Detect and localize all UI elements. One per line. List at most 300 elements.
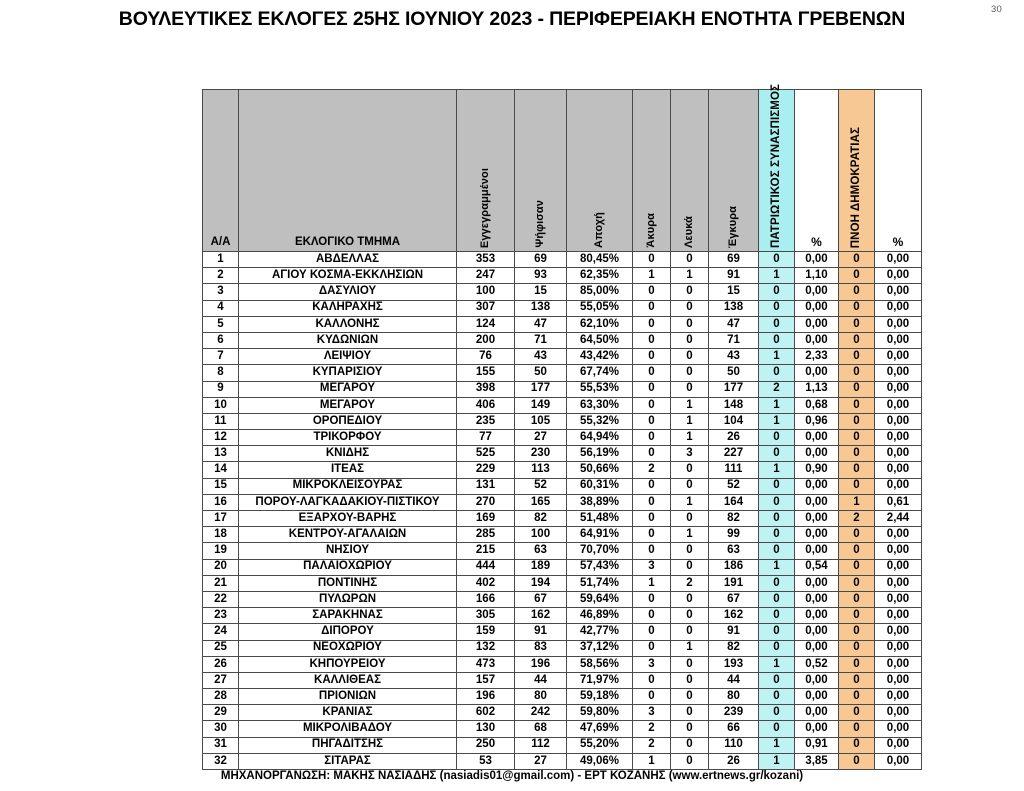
cell-blank: 0 <box>671 705 709 721</box>
cell-abstention: 62,10% <box>567 316 633 332</box>
cell-blank: 0 <box>671 381 709 397</box>
cell-abstention: 38,89% <box>567 494 633 510</box>
cell-voted: 47 <box>515 316 567 332</box>
table-body <box>203 252 922 770</box>
table-row <box>203 559 922 575</box>
table-row <box>203 672 922 688</box>
cell-party2-percent: 0,00 <box>875 640 922 656</box>
cell-name: ΜΙΚΡΟΚΛΕΙΣΟΥΡΑΣ <box>239 478 457 494</box>
cell-blank: 2 <box>671 575 709 591</box>
cell-registered: 398 <box>457 381 515 397</box>
cell-party1-percent: 0,00 <box>795 705 839 721</box>
cell-party1-percent: 0,96 <box>795 413 839 429</box>
table-row <box>203 689 922 705</box>
cell-party1-percent: 0,00 <box>795 608 839 624</box>
cell-abstention: 55,05% <box>567 300 633 316</box>
cell-invalid: 0 <box>633 672 671 688</box>
cell-party2-votes: 0 <box>839 462 875 478</box>
cell-aa: 12 <box>203 430 239 446</box>
cell-party1-votes: 0 <box>759 543 795 559</box>
column-header-party2-percent <box>875 90 922 252</box>
cell-party1-percent: 2,33 <box>795 349 839 365</box>
cell-voted: 91 <box>515 624 567 640</box>
cell-voted: 194 <box>515 575 567 591</box>
cell-party1-votes: 0 <box>759 316 795 332</box>
cell-party2-percent: 0,00 <box>875 332 922 348</box>
cell-name: ΕΞΑΡΧΟΥ-ΒΑΡΗΣ <box>239 511 457 527</box>
cell-aa: 13 <box>203 446 239 462</box>
column-header-party-pnoi-dimokratias <box>839 90 875 252</box>
cell-blank: 0 <box>671 543 709 559</box>
table-row <box>203 381 922 397</box>
cell-party2-percent: 0,00 <box>875 413 922 429</box>
cell-party2-votes: 0 <box>839 559 875 575</box>
cell-party1-votes: 1 <box>759 656 795 672</box>
cell-party2-percent: 0,00 <box>875 559 922 575</box>
cell-blank: 0 <box>671 511 709 527</box>
cell-party1-votes: 0 <box>759 624 795 640</box>
cell-voted: 113 <box>515 462 567 478</box>
cell-name: ΠΑΛΑΙΟΧΩΡΙΟΥ <box>239 559 457 575</box>
cell-registered: 525 <box>457 446 515 462</box>
cell-aa: 32 <box>203 753 239 769</box>
cell-valid: 26 <box>709 430 759 446</box>
cell-name: ΠΟΝΤΙΝΗΣ <box>239 575 457 591</box>
cell-name: ΜΕΓΑΡΟΥ <box>239 381 457 397</box>
cell-party2-votes: 0 <box>839 430 875 446</box>
cell-party1-percent: 0,00 <box>795 430 839 446</box>
cell-abstention: 43,42% <box>567 349 633 365</box>
column-header-invalid <box>633 90 671 252</box>
cell-party2-percent: 0,00 <box>875 672 922 688</box>
cell-blank: 0 <box>671 300 709 316</box>
cell-valid: 227 <box>709 446 759 462</box>
cell-valid: 99 <box>709 527 759 543</box>
cell-party1-votes: 1 <box>759 397 795 413</box>
cell-invalid: 0 <box>633 300 671 316</box>
cell-party1-votes: 0 <box>759 332 795 348</box>
cell-party1-percent: 0,00 <box>795 365 839 381</box>
cell-party1-percent: 0,00 <box>795 527 839 543</box>
cell-party2-votes: 0 <box>839 413 875 429</box>
cell-invalid: 0 <box>633 430 671 446</box>
column-header-voted-label: Ψήφισαν <box>534 200 546 248</box>
cell-invalid: 0 <box>633 624 671 640</box>
cell-invalid: 2 <box>633 462 671 478</box>
column-header-invalid-label: Άκυρα <box>645 213 657 248</box>
cell-abstention: 49,06% <box>567 753 633 769</box>
cell-valid: 193 <box>709 656 759 672</box>
cell-abstention: 58,56% <box>567 656 633 672</box>
table-row <box>203 397 922 413</box>
table-row <box>203 511 922 527</box>
cell-aa: 20 <box>203 559 239 575</box>
cell-party2-votes: 0 <box>839 591 875 607</box>
cell-aa: 29 <box>203 705 239 721</box>
cell-blank: 0 <box>671 462 709 478</box>
cell-aa: 27 <box>203 672 239 688</box>
cell-voted: 165 <box>515 494 567 510</box>
cell-party1-percent: 0,00 <box>795 624 839 640</box>
cell-invalid: 0 <box>633 527 671 543</box>
cell-party1-votes: 0 <box>759 591 795 607</box>
cell-valid: 191 <box>709 575 759 591</box>
cell-invalid: 0 <box>633 640 671 656</box>
cell-valid: 15 <box>709 284 759 300</box>
cell-valid: 148 <box>709 397 759 413</box>
cell-invalid: 1 <box>633 575 671 591</box>
cell-party2-percent: 0,00 <box>875 252 922 268</box>
table-row <box>203 462 922 478</box>
column-header-voted <box>515 90 567 252</box>
cell-party1-percent: 0,68 <box>795 397 839 413</box>
cell-valid: 26 <box>709 753 759 769</box>
table-row <box>203 753 922 769</box>
cell-blank: 0 <box>671 316 709 332</box>
cell-party1-percent: 0,52 <box>795 656 839 672</box>
cell-registered: 124 <box>457 316 515 332</box>
cell-aa: 1 <box>203 252 239 268</box>
cell-registered: 159 <box>457 624 515 640</box>
cell-party1-percent: 0,90 <box>795 462 839 478</box>
cell-invalid: 0 <box>633 494 671 510</box>
column-header-abstention <box>567 90 633 252</box>
cell-voted: 50 <box>515 365 567 381</box>
cell-registered: 235 <box>457 413 515 429</box>
cell-abstention: 51,74% <box>567 575 633 591</box>
cell-voted: 177 <box>515 381 567 397</box>
cell-abstention: 51,48% <box>567 511 633 527</box>
cell-party2-percent: 0,00 <box>875 430 922 446</box>
table-row <box>203 640 922 656</box>
cell-party1-percent: 0,00 <box>795 494 839 510</box>
cell-aa: 30 <box>203 721 239 737</box>
table-row <box>203 332 922 348</box>
cell-valid: 80 <box>709 689 759 705</box>
column-header-registered <box>457 90 515 252</box>
cell-party1-votes: 0 <box>759 608 795 624</box>
cell-party1-votes: 0 <box>759 365 795 381</box>
cell-name: ΠΡΙΟΝΙΩΝ <box>239 689 457 705</box>
table-row <box>203 478 922 494</box>
cell-party2-votes: 0 <box>839 349 875 365</box>
cell-abstention: 42,77% <box>567 624 633 640</box>
election-results-table <box>202 83 922 770</box>
cell-party2-percent: 2,44 <box>875 511 922 527</box>
cell-party1-votes: 0 <box>759 575 795 591</box>
cell-voted: 242 <box>515 705 567 721</box>
cell-aa: 25 <box>203 640 239 656</box>
cell-registered: 130 <box>457 721 515 737</box>
cell-valid: 186 <box>709 559 759 575</box>
cell-voted: 162 <box>515 608 567 624</box>
cell-abstention: 47,69% <box>567 721 633 737</box>
cell-abstention: 55,32% <box>567 413 633 429</box>
cell-registered: 229 <box>457 462 515 478</box>
cell-party1-votes: 0 <box>759 252 795 268</box>
cell-name: ΚΑΛΛΟΝΗΣ <box>239 316 457 332</box>
cell-valid: 138 <box>709 300 759 316</box>
cell-aa: 15 <box>203 478 239 494</box>
cell-registered: 155 <box>457 365 515 381</box>
cell-party1-votes: 0 <box>759 430 795 446</box>
cell-valid: 91 <box>709 624 759 640</box>
cell-voted: 27 <box>515 430 567 446</box>
column-header-party2-percent-label: % <box>892 235 904 249</box>
cell-abstention: 46,89% <box>567 608 633 624</box>
cell-invalid: 0 <box>633 349 671 365</box>
cell-registered: 247 <box>457 268 515 284</box>
table-row <box>203 300 922 316</box>
table-row <box>203 413 922 429</box>
cell-party1-percent: 1,10 <box>795 268 839 284</box>
cell-party2-percent: 0,00 <box>875 381 922 397</box>
cell-voted: 27 <box>515 753 567 769</box>
cell-party2-votes: 0 <box>839 300 875 316</box>
column-header-valid-label: Έγκυρα <box>727 205 739 248</box>
column-header-aa <box>203 90 239 252</box>
cell-blank: 0 <box>671 478 709 494</box>
cell-aa: 26 <box>203 656 239 672</box>
cell-name: ΣΙΤΑΡΑΣ <box>239 753 457 769</box>
cell-party2-votes: 0 <box>839 316 875 332</box>
column-header-invalid-rot <box>633 90 670 248</box>
cell-party2-percent: 0,00 <box>875 575 922 591</box>
cell-aa: 5 <box>203 316 239 332</box>
cell-valid: 104 <box>709 413 759 429</box>
cell-aa: 9 <box>203 381 239 397</box>
cell-blank: 0 <box>671 624 709 640</box>
cell-valid: 66 <box>709 721 759 737</box>
cell-voted: 230 <box>515 446 567 462</box>
cell-party1-percent: 0,00 <box>795 332 839 348</box>
cell-invalid: 0 <box>633 284 671 300</box>
column-header-name-label: ΕΚΛΟΓΙΚΟ ΤΜΗΜΑ <box>294 235 401 248</box>
cell-party2-votes: 0 <box>839 737 875 753</box>
cell-party2-percent: 0,00 <box>875 446 922 462</box>
cell-valid: 110 <box>709 737 759 753</box>
cell-registered: 157 <box>457 672 515 688</box>
cell-blank: 0 <box>671 252 709 268</box>
cell-abstention: 64,50% <box>567 332 633 348</box>
cell-blank: 1 <box>671 268 709 284</box>
cell-party2-percent: 0,00 <box>875 478 922 494</box>
cell-valid: 177 <box>709 381 759 397</box>
cell-name: ΠΥΛΩΡΩΝ <box>239 591 457 607</box>
column-header-blank-label: Λευκά <box>683 216 695 248</box>
cell-voted: 112 <box>515 737 567 753</box>
cell-registered: 602 <box>457 705 515 721</box>
cell-registered: 200 <box>457 332 515 348</box>
cell-party2-percent: 0,00 <box>875 753 922 769</box>
cell-abstention: 71,97% <box>567 672 633 688</box>
cell-blank: 1 <box>671 640 709 656</box>
cell-party2-percent: 0,00 <box>875 705 922 721</box>
cell-name: ΠΟΡΟΥ-ΛΑΓΚΑΔΑΚΙΟΥ-ΠΙΣΤΙΚΟΥ <box>239 494 457 510</box>
cell-party2-votes: 0 <box>839 332 875 348</box>
cell-blank: 0 <box>671 737 709 753</box>
cell-party1-votes: 0 <box>759 721 795 737</box>
table-row <box>203 494 922 510</box>
cell-party2-percent: 0,00 <box>875 591 922 607</box>
cell-abstention: 50,66% <box>567 462 633 478</box>
cell-name: ΚΥΔΩΝΙΩΝ <box>239 332 457 348</box>
cell-blank: 3 <box>671 446 709 462</box>
cell-party1-votes: 1 <box>759 462 795 478</box>
cell-name: ΜΕΓΑΡΟΥ <box>239 397 457 413</box>
cell-voted: 71 <box>515 332 567 348</box>
cell-party2-percent: 0,00 <box>875 624 922 640</box>
cell-voted: 69 <box>515 252 567 268</box>
cell-valid: 47 <box>709 316 759 332</box>
cell-name: ΙΤΕΑΣ <box>239 462 457 478</box>
cell-party1-votes: 0 <box>759 284 795 300</box>
cell-abstention: 67,74% <box>567 365 633 381</box>
cell-abstention: 64,94% <box>567 430 633 446</box>
cell-abstention: 59,18% <box>567 689 633 705</box>
cell-party2-percent: 0,00 <box>875 721 922 737</box>
cell-invalid: 2 <box>633 737 671 753</box>
cell-party2-votes: 0 <box>839 672 875 688</box>
column-header-registered-rot <box>457 90 514 248</box>
column-header-aa-label: Α/Α <box>210 235 231 248</box>
cell-name: ΣΑΡΑΚΗΝΑΣ <box>239 608 457 624</box>
cell-party1-votes: 1 <box>759 268 795 284</box>
table-row <box>203 656 922 672</box>
cell-name: ΠΗΓΑΔΙΤΣΗΣ <box>239 737 457 753</box>
table-header <box>203 83 922 252</box>
column-header-party1-percent <box>795 90 839 252</box>
cell-party2-votes: 0 <box>839 640 875 656</box>
cell-party1-votes: 0 <box>759 672 795 688</box>
table-row <box>203 349 922 365</box>
cell-blank: 0 <box>671 689 709 705</box>
cell-valid: 162 <box>709 608 759 624</box>
cell-abstention: 85,00% <box>567 284 633 300</box>
cell-party2-votes: 1 <box>839 494 875 510</box>
cell-registered: 169 <box>457 511 515 527</box>
column-header-voted-rot <box>515 90 566 248</box>
cell-invalid: 2 <box>633 721 671 737</box>
cell-party2-votes: 0 <box>839 268 875 284</box>
cell-aa: 22 <box>203 591 239 607</box>
cell-valid: 164 <box>709 494 759 510</box>
cell-party1-votes: 0 <box>759 494 795 510</box>
cell-party1-percent: 0,00 <box>795 300 839 316</box>
cell-blank: 0 <box>671 656 709 672</box>
column-header-party1-percent-label: % <box>811 235 822 249</box>
table-row <box>203 575 922 591</box>
cell-party1-percent: 0,00 <box>795 721 839 737</box>
table-header-row <box>203 90 922 252</box>
cell-name: ΚΥΠΑΡΙΣΙΟΥ <box>239 365 457 381</box>
cell-party2-votes: 0 <box>839 527 875 543</box>
cell-aa: 31 <box>203 737 239 753</box>
cell-registered: 131 <box>457 478 515 494</box>
cell-party2-votes: 0 <box>839 446 875 462</box>
cell-party2-percent: 0,00 <box>875 397 922 413</box>
cell-aa: 3 <box>203 284 239 300</box>
cell-party1-votes: 0 <box>759 640 795 656</box>
cell-abstention: 56,19% <box>567 446 633 462</box>
cell-party2-percent: 0,61 <box>875 494 922 510</box>
column-header-valid-rot <box>709 90 758 248</box>
cell-party1-votes: 0 <box>759 300 795 316</box>
cell-party2-percent: 0,00 <box>875 365 922 381</box>
column-header-registered-label: Εγγεγραμμένοι <box>479 167 491 248</box>
cell-party1-votes: 0 <box>759 527 795 543</box>
cell-abstention: 63,30% <box>567 397 633 413</box>
cell-party2-votes: 0 <box>839 284 875 300</box>
cell-invalid: 0 <box>633 252 671 268</box>
cell-party2-votes: 0 <box>839 365 875 381</box>
cell-party1-votes: 1 <box>759 753 795 769</box>
cell-registered: 444 <box>457 559 515 575</box>
cell-registered: 100 <box>457 284 515 300</box>
cell-party1-percent: 0,00 <box>795 478 839 494</box>
cell-party2-votes: 0 <box>839 397 875 413</box>
page-title: ΒΟΥΛΕΥΤΙΚΕΣ ΕΚΛΟΓΕΣ 25ΗΣ ΙΟΥΝΙΟΥ 2023 - ΠΕΡΙΦΕΡΕΙΑΚΗ ΕΝΟΤΗΤΑ ΓΡΕΒΕΝΩΝ <box>118 8 906 30</box>
cell-party1-percent: 0,00 <box>795 316 839 332</box>
cell-party2-percent: 0,00 <box>875 268 922 284</box>
cell-registered: 53 <box>457 753 515 769</box>
cell-voted: 196 <box>515 656 567 672</box>
cell-registered: 285 <box>457 527 515 543</box>
cell-blank: 1 <box>671 397 709 413</box>
cell-name: ΚΗΠΟΥΡΕΙΟΥ <box>239 656 457 672</box>
column-header-party2-label: ΠΝΟΗ ΔΗΜΟΚΡΑΤΙΑΣ <box>849 126 862 248</box>
cell-party2-percent: 0,00 <box>875 462 922 478</box>
cell-aa: 21 <box>203 575 239 591</box>
cell-invalid: 0 <box>633 316 671 332</box>
cell-name: ΟΡΟΠΕΔΙΟΥ <box>239 413 457 429</box>
cell-valid: 67 <box>709 591 759 607</box>
cell-party2-votes: 0 <box>839 753 875 769</box>
cell-blank: 1 <box>671 430 709 446</box>
cell-name: ΝΗΣΙΟΥ <box>239 543 457 559</box>
cell-name: ΤΡΙΚΟΡΦΟΥ <box>239 430 457 446</box>
column-header-party1-label: ΠΑΤΡΙΩΤΙΚΟΣ ΣΥΝΑΣΠΙΣΜΟΣ <box>769 83 782 248</box>
cell-abstention: 64,91% <box>567 527 633 543</box>
cell-name: ΚΝΙΔΗΣ <box>239 446 457 462</box>
cell-aa: 23 <box>203 608 239 624</box>
cell-party2-percent: 0,00 <box>875 527 922 543</box>
cell-party2-percent: 0,00 <box>875 300 922 316</box>
column-header-abstention-rot <box>567 90 632 248</box>
cell-invalid: 0 <box>633 365 671 381</box>
cell-invalid: 3 <box>633 656 671 672</box>
cell-party1-percent: 0,00 <box>795 672 839 688</box>
cell-party1-percent: 3,85 <box>795 753 839 769</box>
cell-invalid: 1 <box>633 753 671 769</box>
cell-blank: 0 <box>671 608 709 624</box>
cell-blank: 0 <box>671 332 709 348</box>
cell-invalid: 0 <box>633 591 671 607</box>
cell-party1-percent: 0,00 <box>795 689 839 705</box>
cell-valid: 50 <box>709 365 759 381</box>
cell-party2-votes: 0 <box>839 624 875 640</box>
cell-party1-votes: 0 <box>759 478 795 494</box>
cell-abstention: 55,20% <box>567 737 633 753</box>
column-header-abstention-label: Αποχή <box>593 212 605 248</box>
cell-party2-percent: 0,00 <box>875 349 922 365</box>
cell-valid: 91 <box>709 268 759 284</box>
cell-party1-percent: 0,00 <box>795 284 839 300</box>
cell-valid: 71 <box>709 332 759 348</box>
cell-name: ΚΕΝΤΡΟΥ-ΑΓΑΛΑΙΩΝ <box>239 527 457 543</box>
cell-blank: 1 <box>671 494 709 510</box>
cell-blank: 1 <box>671 527 709 543</box>
